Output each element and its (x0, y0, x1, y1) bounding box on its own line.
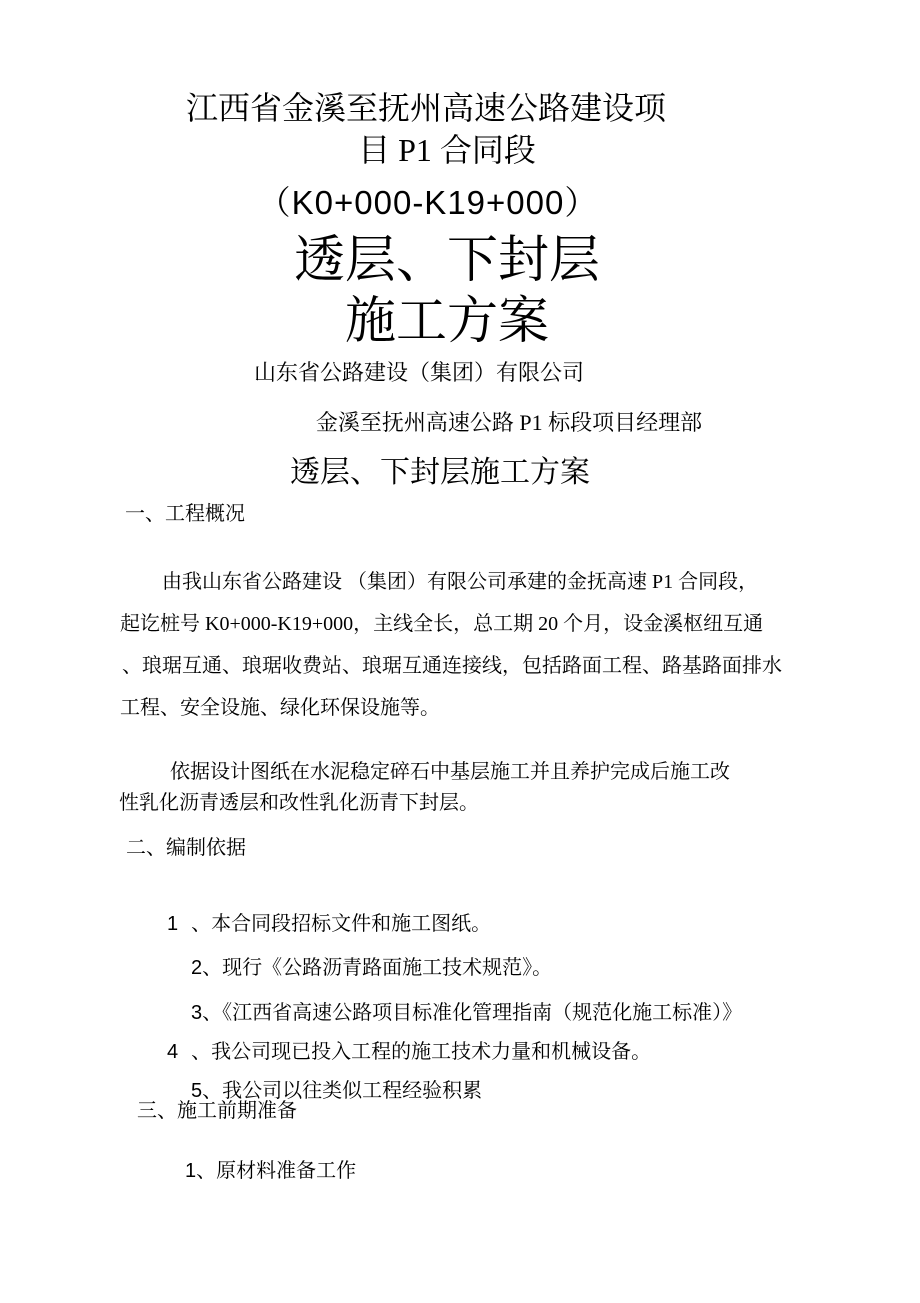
prep-item-1-number: 1 (185, 1160, 197, 1182)
basis-item-4-text: 我公司现已投入工程的施工技术力量和机械设备。 (211, 1041, 652, 1063)
prep-item-1 (165, 1135, 356, 1207)
basis-item-5-number: 5 (191, 1080, 203, 1102)
basis-item-2-text: 现行《公路沥青路面施工技术规范》。 (222, 957, 553, 979)
basis-item-3-separator: 、 (202, 1002, 223, 1024)
stake-range: （K0+000-K19+000） (257, 184, 599, 221)
basis-item-1-number: 1 (167, 913, 179, 935)
basis-item-3-text: 《江西省高速公路项目标准化管理指南（规范化施工标准）》 (222, 1002, 743, 1024)
doc-title-line-1: 江西省金溪至抚州高速公路建设项 (185, 90, 666, 126)
basis-item-5-text: 我公司以往类似工程经验积累 (222, 1080, 483, 1102)
basis-item-5-separator: 、 (202, 1080, 223, 1102)
basis-item-4-number: 4 (167, 1041, 179, 1063)
heading-basis: 二、编制依据 (126, 837, 246, 859)
project-department: 金溪至抚州高速公路 P1 标段项目经理部 (315, 410, 703, 435)
overview-paragraph-line-2: 起讫桩号 K0+000-K19+000，主线全长，总工期 20 个月，设金溪枢纽互通 (120, 613, 764, 635)
basis-item-1-text: 本合同段招标文件和施工图纸。 (211, 913, 492, 935)
section-title: 透层、下封层施工方案 (290, 456, 590, 489)
basis-intro-line-2: 性乳化沥青透层和改性乳化沥青下封层。 (119, 792, 479, 814)
company-name: 山东省公路建设（集团）有限公司 (253, 360, 584, 385)
heading-preparation: 三、施工前期准备 (137, 1100, 297, 1122)
heading-overview: 一、工程概况 (125, 503, 245, 525)
overview-paragraph-line-4: 工程、安全设施、绿化环保设施等。 (120, 697, 440, 719)
basis-item-2-separator: 、 (202, 957, 223, 979)
overview-paragraph-line-3: 、琅琚互通、琅琚收费站、琅琚互通连接线，包括路面工程、路基路面排水 (122, 655, 782, 677)
basis-item-1-separator: 、 (191, 913, 212, 935)
main-title-line-1: 透层、下封层 (293, 233, 600, 289)
main-title-line-2: 施工方案 (344, 294, 549, 350)
basis-item-3-number: 3 (191, 1002, 203, 1024)
prep-item-1-text: 原材料准备工作 (216, 1160, 357, 1182)
doc-title-line-2: 目 P1 合同段 (358, 132, 536, 168)
overview-paragraph-line-1: 由我山东省公路建设 （集团）有限公司承建的金抚高速 P1 合同段， (162, 571, 759, 593)
basis-item-4-separator: 、 (191, 1041, 212, 1063)
basis-item-2-number: 2 (191, 957, 203, 979)
prep-item-1-separator: 、 (196, 1160, 217, 1182)
basis-intro-line-1: 依据设计图纸在水泥稳定碎石中基层施工并且养护完成后施工改 (170, 761, 730, 783)
